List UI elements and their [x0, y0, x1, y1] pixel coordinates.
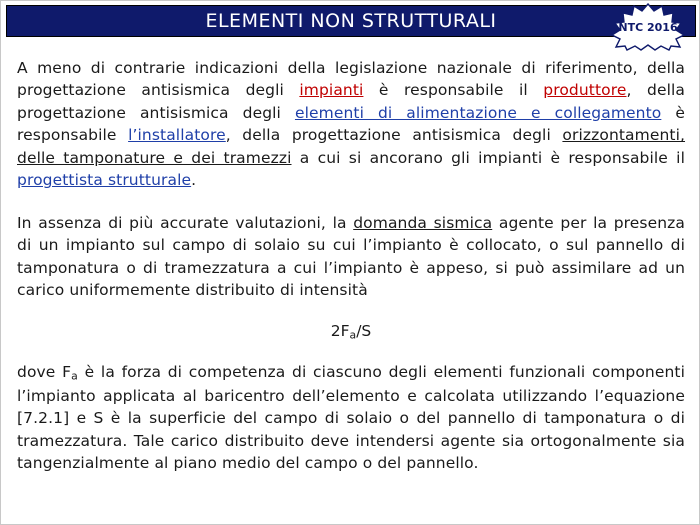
- p1-seg3: , della progettazione antisismica degli: [17, 81, 685, 122]
- paragraph-domanda-sismica: [17, 212, 685, 302]
- link-progettista-strutturale[interactable]: progettista strutturale: [17, 171, 192, 190]
- p1-seg5: , della progettazione antisismica degli: [225, 126, 563, 145]
- link-installatore[interactable]: l’installatore: [128, 126, 226, 145]
- link-elementi-alimentazione-collegamento[interactable]: elementi di alimentazione e collegamento: [294, 103, 662, 122]
- p2-seg1: In assenza di più accurate valutazioni, la: [17, 213, 354, 232]
- paragraph-dove-fa: [17, 361, 685, 474]
- p1-seg4: è responsabile: [17, 103, 685, 145]
- slide-title-bar: [6, 5, 696, 37]
- starburst-icon: [605, 3, 691, 51]
- slide-body: [17, 57, 685, 475]
- p2-seg2: agente per la presenza di un impianto sul campo di solaio su cui l’impianto è collocato, o sul pannello di tamponatura o di tramezzatura a cui l’impianto è appeso, si può assimilare ad un carico uniformemente distribuito di intensità: [17, 213, 685, 300]
- spacer-1: [17, 192, 685, 212]
- link-impianti[interactable]: impianti: [299, 81, 364, 100]
- p3-seg1: dove F: [17, 363, 72, 382]
- formula-line: [17, 322, 685, 342]
- p3-seg2: è la forza di competenza di ciascuno degli elementi funzionali componenti l’impianto applicata al baricentro dell’elemento e calcolata utilizzando l’equazione [7.2.1] e S è la superficie del campo di solaio o del pannello di tamponatura o di tramezzatura. Tale carico distribuito deve intendersi agente sia ortogonalmente sia tangenzialmente al piano medio del campo o del pannello.: [17, 363, 685, 473]
- ntc-badge-label: NTC 2016: [618, 20, 678, 34]
- ntc-badge: [605, 3, 691, 51]
- link-orizzontamenti-tamponature-tramezzi[interactable]: orizzontamenti, delle tamponature e dei tramezzi: [17, 126, 686, 167]
- p1-seg2: è responsabile il: [363, 81, 544, 100]
- link-produttore[interactable]: produttore: [543, 81, 627, 100]
- spacer-2: [17, 302, 685, 322]
- formula-prefix: 2F: [330, 321, 350, 340]
- slide-title: ELEMENTI NON STRUTTURALI: [205, 10, 497, 32]
- paragraph-responsabilita: [17, 57, 685, 192]
- spacer-3: [17, 341, 685, 361]
- p1-seg6: a cui si ancorano gli impianti è responsabile il: [291, 148, 685, 167]
- formula-suffix: /S: [356, 321, 372, 340]
- link-domanda-sismica[interactable]: domanda sismica: [353, 213, 493, 232]
- formula-subscript: a: [349, 328, 357, 342]
- p1-seg1: A meno di contrarie indicazioni della legislazione nazionale di riferimento, della progettazione antisismica degli: [17, 59, 685, 100]
- p1-seg7: .: [191, 171, 197, 190]
- p3-subscript: a: [71, 370, 78, 384]
